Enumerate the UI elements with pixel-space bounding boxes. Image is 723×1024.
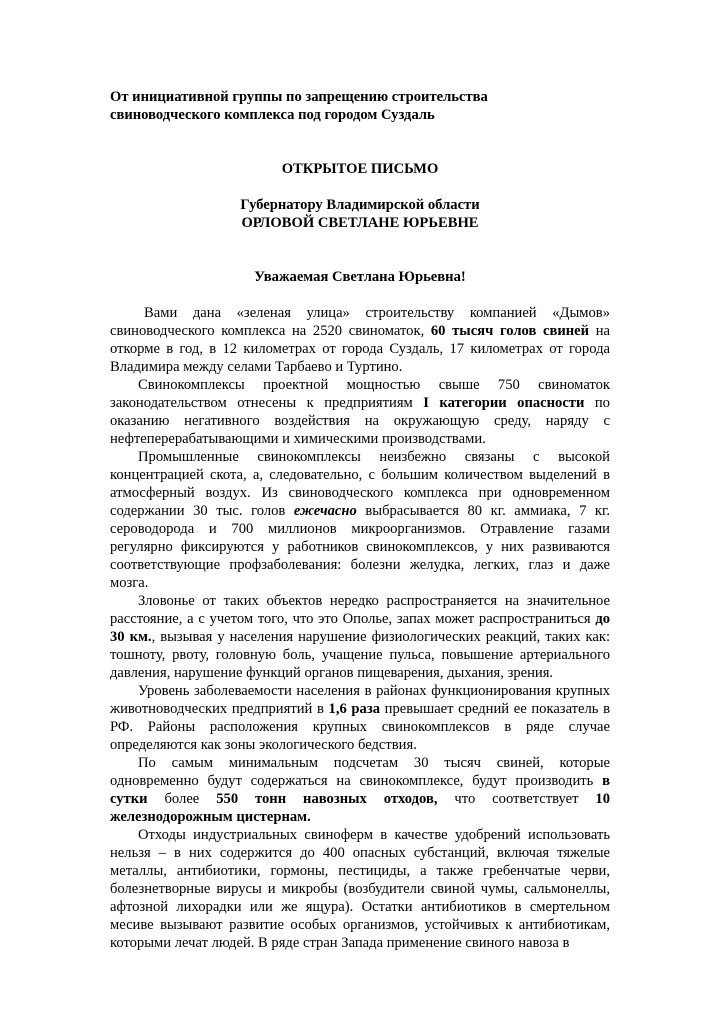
addressee-line-2: ОРЛОВОЙ СВЕТЛАНЕ ЮРЬЕВНЕ xyxy=(241,215,479,231)
paragraph-3 xyxy=(110,448,610,592)
p4-text-c: , вызывая у населения нарушение физиологических реакций, таких как: тошноту, рвоту, головную боль, учащение пульса, повышение артериального давления, нарушение функций органов пищеварения, дыхания, зрения. xyxy=(110,629,610,681)
paragraph-4 xyxy=(110,592,610,682)
p4-emphasis: до 30 км. xyxy=(110,611,610,645)
p6-emphasis-f: 10 железнодорожным цистернам. xyxy=(110,791,610,825)
letter-title: ОТКРЫТОЕ ПИСЬМО xyxy=(281,161,439,177)
p1-emphasis: 60 тысяч голов свиней xyxy=(430,323,590,339)
addressee-line-1: Губернатору Владимирской области xyxy=(240,197,480,213)
p6-text-a: По самым минимальным подсчетам 30 тысяч свиней, которые одновременно будут содержаться на свинокомплексе, будут производить xyxy=(110,755,610,789)
p6-emphasis-d: 550 тонн навозных отходов, xyxy=(216,791,438,807)
p3-text-a: Промышленные свинокомплексы неизбежно связаны с высокой концентрацией скота, а, следовательно, с большим количеством выделений в атмосферный воздух. Из свиноводческого комплекса при одновременном содержании 30 тыс. голов xyxy=(110,449,610,519)
p4-text-a: Зловонье от таких объектов нередко распространяется на значительное расстояние, а с учетом того, что это Ополье, запах может распространиться xyxy=(110,593,610,627)
p6-text-c: более xyxy=(147,791,217,807)
p6-emphasis-b: в сутки xyxy=(110,773,610,807)
p1-text-c: на откорме в год, в 12 километрах от города Суздаль, 17 километрах от города Владимира между селами Тарбаево и Туртино. xyxy=(110,323,611,375)
p2-text-a: Свинокомплексы проектной мощностью свыше 750 свиноматок законодательством отнесены к предприятиям xyxy=(110,377,610,411)
p1-text-a: Вами дана «зеленая улица» строительству компанией «Дымов» свиноводческого комплекса на 2520 свиноматок, xyxy=(110,305,610,339)
p2-text-c: по оказанию негативного воздействия на окружающую среду, наряду с нефтеперерабатывающими и химическими производствами. xyxy=(110,395,610,447)
p5-emphasis: 1,6 раза xyxy=(328,701,381,717)
header-line-2: свиноводческого комплекса под городом Суздаль xyxy=(110,107,435,123)
p3-text-c: выбрасывается 80 кг. аммиака, 7 кг. сероводорода и 700 миллионов микроорганизмов. Отравление газами регулярно фиксируются у работников свинокомплексов, у них развиваются соответствующие профзаболевания: болезни желудка, легких, глаз и даже мозга. xyxy=(110,503,610,591)
p5-text-a: Уровень заболеваемости населения в районах функционирования крупных животноводческих предприятий в xyxy=(110,683,610,717)
addressee xyxy=(110,196,610,232)
paragraph-2 xyxy=(110,376,610,448)
p5-text-c: превышает средний ее показатель в РФ. Районы расположения крупных свинокомплексов в ряде случае определяются как зоны экологического бедствия. xyxy=(110,701,611,753)
p3-emphasis: ежечасно xyxy=(293,503,357,519)
salutation: Уважаемая Светлана Юрьевна! xyxy=(254,269,466,285)
p2-emphasis: I категории опасности xyxy=(423,395,585,411)
header-line-1: От инициативной группы по запрещению строительства xyxy=(110,89,488,105)
paragraph-6 xyxy=(110,754,610,826)
letter-body xyxy=(110,304,610,952)
letter-header xyxy=(110,88,610,124)
paragraph-7: Отходы индустриальных свиноферм в качестве удобрений использовать нельзя – в них содержится до 400 опасных субстанций, включая тяжелые металлы, антибиотики, гормоны, пестициды, а также гребенчатые черви, болезнетворные вирусы и микробы (возбудители свиной чумы, сальмонеллы, афтозной лихорадки или же ящура). Остатки антибиотиков в смертельном месиве вызывают развитие особых организмов, устойчивых к антибиотикам, которыми лечат людей. В ряде стран Запада применение свиного навоза в xyxy=(110,827,610,951)
paragraph-5 xyxy=(110,682,610,754)
p6-text-e: что соответствует xyxy=(437,791,596,807)
paragraph-1 xyxy=(110,304,610,376)
